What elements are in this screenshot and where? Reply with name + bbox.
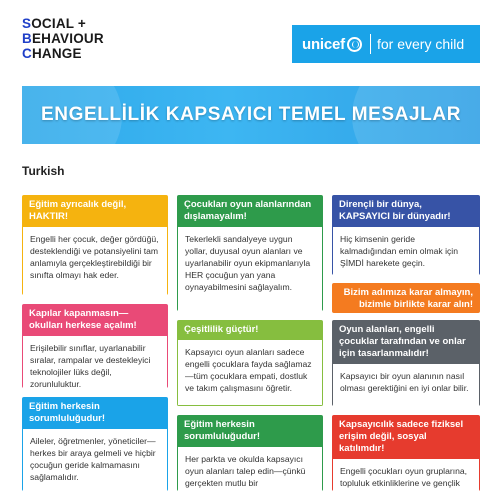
card-title: Bizim adımıza karar almayın, bizimle birlikte karar alın! xyxy=(332,283,480,313)
message-card-decide-with-us xyxy=(332,283,480,313)
title-banner xyxy=(22,86,480,144)
message-card-shared-responsibility xyxy=(22,397,168,491)
message-card-diversity xyxy=(177,320,323,406)
language-label: Turkish xyxy=(22,164,65,178)
message-card-social-participation xyxy=(332,415,480,491)
globe-icon xyxy=(347,37,362,52)
message-card-shared-responsibility-2 xyxy=(177,415,323,491)
unicef-logo xyxy=(292,25,480,63)
page-title: ENGELLİLİK KAPSAYICI TEMEL MESAJLAR xyxy=(40,104,462,125)
card-body: Engelli her çocuk, değer gördüğü, desteklendiği ve potansiyelini tam anlamıyla gerçekleştirebildiği bir sınıfta olmayı hak eder. xyxy=(22,227,168,295)
card-title: Çeşitlilik güçtür! xyxy=(177,320,323,340)
card-body: Engelli çocukları oyun gruplarına, topluluk etkinliklerine ve gençlik xyxy=(332,459,480,491)
unicef-tagline: for every child xyxy=(376,36,465,52)
message-card-open-schools xyxy=(22,304,168,388)
card-body: Kapsayıcı oyun alanları sadece engelli çocuklara fayda sağlamaz—tüm çocuklara empati, dostluk ve takım çalışmasını öğretir. xyxy=(177,340,323,406)
card-body: Erişilebilir sınıflar, uyarlanabilir sıralar, rampalar ve destekleyici teknolojiler lüks değil, zorunluluktur. xyxy=(22,336,168,388)
card-title: Kapsayıcılık sadece fiziksel erişim değil, sosyal katılımdır! xyxy=(332,415,480,459)
card-body: Her parkta ve okulda kapsayıcı oyun alanları talep edin—çünkü gerçekten mutlu bir xyxy=(177,447,323,491)
card-body: Kapsayıcı bir oyun alanının nasıl olması gerektiğini en iyi onlar bilir. xyxy=(332,364,480,406)
card-body: Aileler, öğretmenler, yöneticiler—herkes bir araya gelmeli ve hiçbir çocuğun geride kalmamasını sağlamalıdır. xyxy=(22,429,168,491)
card-title: Eğitim ayrıcalık değil, HAKTIR! xyxy=(22,195,168,227)
sbc-logo: SOCIAL + BEHAVIOUR CHANGE xyxy=(22,16,104,61)
message-card-designed-by-children xyxy=(332,320,480,406)
message-card-resilient-world xyxy=(332,195,480,275)
card-body: Hiç kimsenin geride kalmadığından emin olmak için ŞİMDİ harekete geçin. xyxy=(332,227,480,275)
message-card-education-right xyxy=(22,195,168,295)
card-title: Kapılar kapanmasın—okulları herkese açalım! xyxy=(22,304,168,336)
card-title: Oyun alanları, engelli çocuklar tarafından ve onlar için tasarlanmalıdır! xyxy=(332,320,480,364)
message-card-playgrounds xyxy=(177,195,323,311)
card-title: Eğitim herkesin sorumluluğudur! xyxy=(22,397,168,429)
logo-divider xyxy=(370,34,371,54)
card-title: Eğitim herkesin sorumluluğudur! xyxy=(177,415,323,447)
unicef-brand: unicef xyxy=(302,35,345,53)
card-title: Çocukları oyun alanlarından dışlamayalım! xyxy=(177,195,323,227)
card-body: Tekerlekli sandalyeye uygun yollar, duyusal oyun alanları ve uyarlanabilir oyun ekipmanlarıyla HER çocuğun yan yana oynayabilmesini sağlayalım. xyxy=(177,227,323,311)
card-title: Dirençli bir dünya, KAPSAYICI bir dünyadır! xyxy=(332,195,480,227)
